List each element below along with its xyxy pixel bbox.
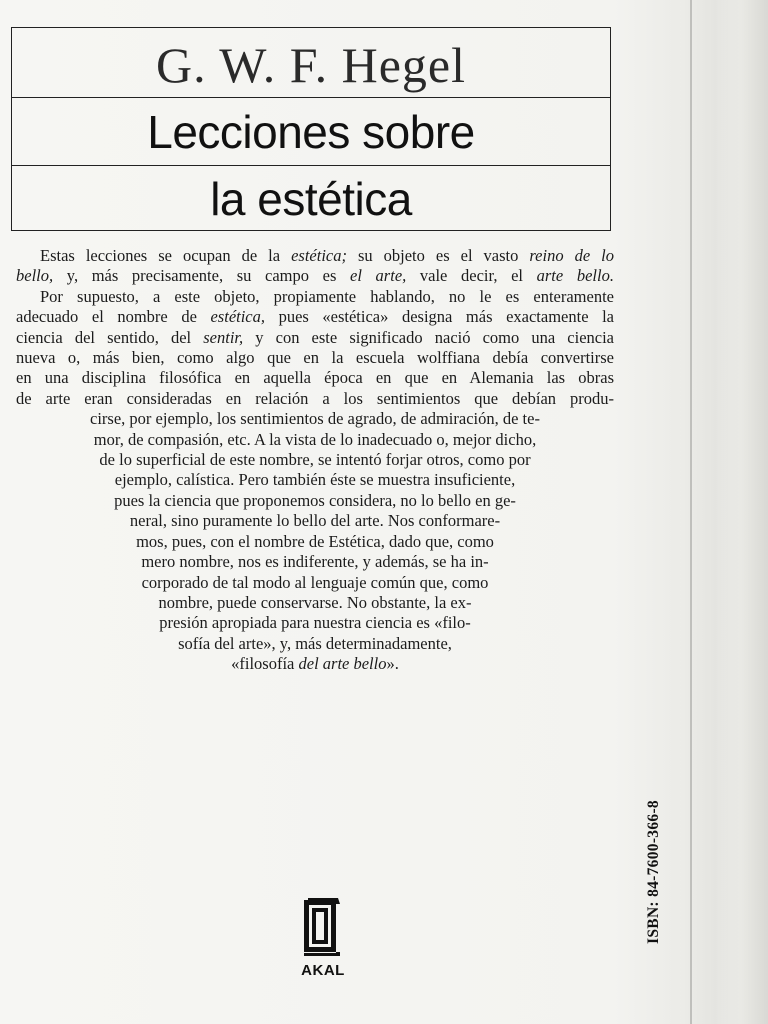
blurb-line xyxy=(16,613,614,633)
blurb-line xyxy=(16,368,614,388)
blurb-line xyxy=(16,654,614,674)
text-segment: neral, sino puramente lo bello del arte. Nos conformare- xyxy=(129,511,501,531)
italic-phrase: arte bello. xyxy=(536,266,614,286)
blurb-line xyxy=(16,552,614,572)
text-segment: en una disciplina filosófica en aquella época en que en Alemania las obras xyxy=(16,368,614,388)
text-segment: Por supuesto, a este objeto, propiamente hablando, no le es enteramente xyxy=(40,286,614,306)
title-box xyxy=(11,27,611,231)
blurb-line xyxy=(16,593,614,613)
title-row-2 xyxy=(12,166,610,232)
text-segment: presión apropiada para nuestra ciencia es «filo- xyxy=(159,613,471,633)
italic-phrase: del arte bello xyxy=(298,654,387,674)
blurb-line xyxy=(16,287,614,307)
book-title-line-1: Lecciones sobre xyxy=(147,105,475,158)
spine-fold-line xyxy=(690,0,692,1024)
text-segment: de lo superficial de este nombre, se intentó forjar otros, como por xyxy=(99,450,531,470)
text-segment: y, más precisamente, su campo es xyxy=(53,266,351,286)
italic-phrase: el arte, xyxy=(350,266,407,286)
text-segment: sofía del arte», y, más determinadamente, xyxy=(178,633,452,653)
text-segment: mos, pues, con el nombre de Estética, dado que, como xyxy=(136,531,494,551)
title-row-1 xyxy=(12,98,610,166)
isbn-number: ISBN: 84-7600-366-8 xyxy=(645,800,662,944)
blurb-line xyxy=(16,491,614,511)
blurb-text xyxy=(16,246,614,675)
blurb-line xyxy=(16,307,614,327)
blurb-line xyxy=(16,450,614,470)
text-segment: y con este significado nació como una ciencia xyxy=(243,327,614,347)
text-segment: vale decir, el xyxy=(406,266,537,286)
author-name: G. W. F. Hegel xyxy=(156,36,466,93)
text-segment: mero nombre, nos es indiferente, y además, se ha in- xyxy=(141,552,489,572)
italic-phrase: estética, xyxy=(210,307,266,327)
text-segment: «filosofía xyxy=(231,654,299,674)
blurb-line xyxy=(16,634,614,654)
italic-phrase: reino de lo xyxy=(529,246,614,265)
text-segment: adecuado el nombre de xyxy=(16,307,211,327)
text-segment: ». xyxy=(386,654,399,674)
publisher-logo-icon xyxy=(302,896,342,958)
blurb-line xyxy=(16,409,614,429)
blurb-line xyxy=(16,430,614,450)
blurb-line xyxy=(16,573,614,593)
text-segment: nueva o, más bien, como algo que en la escuela wolffiana debía convertirse xyxy=(16,348,614,368)
text-segment: cirse, por ejemplo, los sentimientos de agrado, de admiración, de te- xyxy=(90,409,540,429)
author-row xyxy=(12,28,610,98)
blurb-line xyxy=(16,511,614,531)
blurb-line xyxy=(16,266,614,286)
publisher-name: AKAL xyxy=(301,962,345,979)
book-title-line-2: la estética xyxy=(210,173,412,225)
blurb-line xyxy=(16,532,614,552)
blurb-line xyxy=(16,470,614,490)
italic-phrase: bello, xyxy=(16,266,54,286)
text-segment: de arte eran consideradas en relación a los sentimientos que debían produ- xyxy=(16,388,614,408)
text-segment: ejemplo, calística. Pero también éste se muestra insuficiente, xyxy=(114,470,516,490)
blurb-line xyxy=(16,348,614,368)
text-segment: nombre, puede conservarse. No obstante, la ex- xyxy=(158,592,472,612)
spine-shadow xyxy=(680,0,768,1024)
blurb-line xyxy=(16,328,614,348)
text-segment: pues «estética» designa más exactamente la xyxy=(265,307,615,327)
italic-phrase: sentir, xyxy=(203,327,244,347)
blurb-line xyxy=(16,389,614,409)
text-segment: Estas lecciones se ocupan de la xyxy=(40,246,292,265)
text-segment: ciencia del sentido, del xyxy=(16,327,204,347)
text-segment: pues la ciencia que proponemos considera, no lo bello en ge- xyxy=(114,490,516,510)
blurb-line xyxy=(16,246,614,266)
text-segment: corporado de tal modo al lenguaje común que, como xyxy=(141,572,489,592)
italic-phrase: estética; xyxy=(291,246,347,265)
text-segment: mor, de compasión, etc. A la vista de lo inadecuado o, mejor dicho, xyxy=(93,429,537,449)
text-segment: su objeto es el vasto xyxy=(346,246,530,265)
